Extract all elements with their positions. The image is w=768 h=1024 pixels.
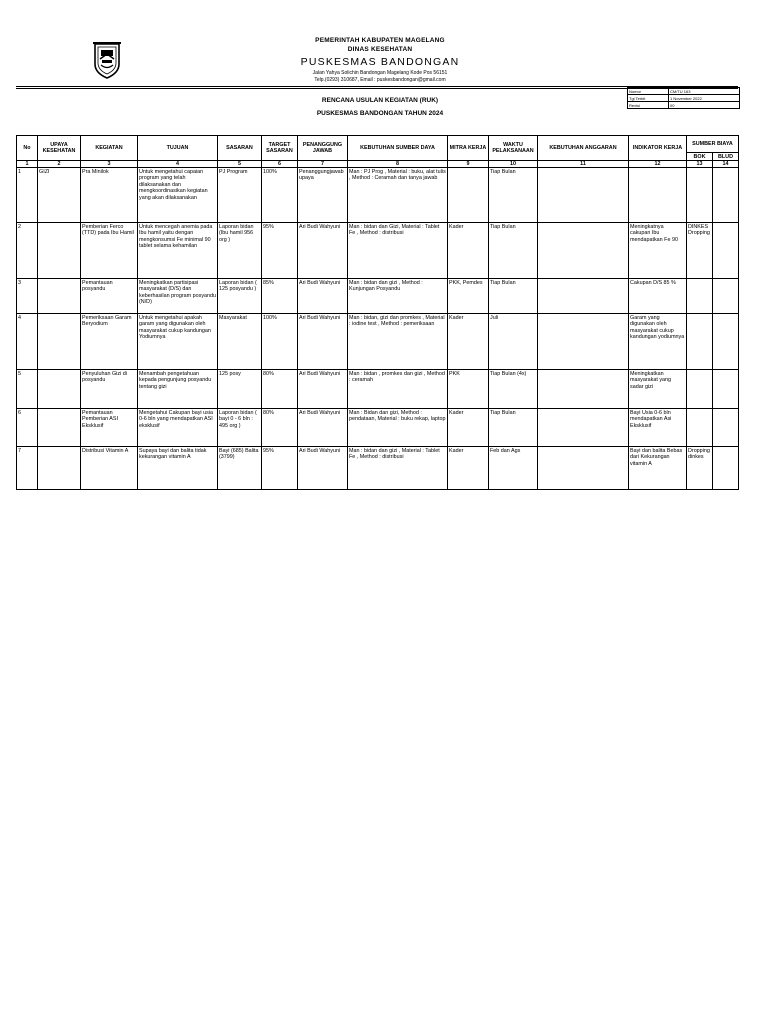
cell-upaya	[38, 409, 81, 447]
cell-target: 80%	[262, 370, 298, 409]
header-institution-name: PUSKESMAS BANDONGAN	[300, 56, 460, 68]
cell-indikator	[629, 168, 687, 223]
cell-blud	[713, 370, 739, 409]
cell-kebutuhan: Man : bidan dan gizi , Method : Kunjungan Posyandu	[348, 279, 448, 314]
cell-tujuan: Untuk mencegah anemia pada Ibu hamil yaitu dengan mengkonsumsi Fe minimal 90 tablet selama kehamilan	[138, 223, 218, 279]
cell-tujuan: Mengetahui Cakupan bayi usia 0-6 bln yang mendapatkan ASI eksklusif	[138, 409, 218, 447]
cell-mitra: PKK	[448, 370, 489, 409]
cell-bok: Dropping dinkes	[687, 447, 713, 490]
cell-kebutuhan: Man : bidan dan Gizi, Material : Tablet Fe , Method : distribusi	[348, 223, 448, 279]
cell-upaya	[38, 314, 81, 370]
cell-kegiatan: Pemantauan Pemberian ASI Eksklusif	[81, 409, 138, 447]
cell-target: 85%	[262, 279, 298, 314]
cell-mitra: Kader	[448, 447, 489, 490]
table-row	[17, 447, 739, 490]
cell-tujuan: Untuk mengetahui capaian program yang telah dilaksanakan dan mengkoordinasikan kegiatan yang akan dilaksanakan	[138, 168, 218, 223]
column-number: 5	[218, 161, 262, 168]
column-number: 7	[298, 161, 348, 168]
cell-anggaran	[538, 314, 629, 370]
cell-mitra: Kader	[448, 409, 489, 447]
table-row	[17, 279, 739, 314]
column-number: 1	[17, 161, 38, 168]
column-number-row	[17, 161, 739, 168]
doc-info-value: CM/TU 163	[669, 88, 740, 95]
cell-indikator: Bayi Usia 0-6 bln mendapatkan Asi Eksklusif	[629, 409, 687, 447]
cell-pj: Ari Budi Wahyuni	[298, 370, 348, 409]
cell-target: 100%	[262, 168, 298, 223]
cell-bok: DINKES Dropping	[687, 223, 713, 279]
col-header-bok: BOK	[687, 153, 713, 161]
col-header-no: No	[17, 136, 38, 161]
cell-anggaran	[538, 168, 629, 223]
doc-info-key: Nomor	[628, 88, 669, 95]
cell-upaya: GIZI	[38, 168, 81, 223]
cell-kegiatan: Pra Minilok	[81, 168, 138, 223]
col-header-pj: PENANGGUNG JAWAB	[298, 136, 348, 161]
cell-upaya	[38, 447, 81, 490]
cell-kebutuhan: Man : Bidan dan gizi, Method : pendataan, Material : buku rekap, laptop	[348, 409, 448, 447]
cell-indikator: Bayi dan balita Bebas dari Kekurangan vitamin A	[629, 447, 687, 490]
column-number: 8	[348, 161, 448, 168]
cell-waktu: Tiap Bulan	[489, 223, 538, 279]
cell-no: 4	[17, 314, 38, 370]
cell-tujuan: Supaya bayi dan balita tidak kekurangan vitamin A	[138, 447, 218, 490]
cell-indikator: Garam yang digunakan oleh masyarakat cukup kandungan yodiumnya	[629, 314, 687, 370]
cell-blud	[713, 409, 739, 447]
cell-sasaran: Masyarakat	[218, 314, 262, 370]
cell-kebutuhan: Man : bidan dan gizi , Material : Tablet Fe , Method : distribusi	[348, 447, 448, 490]
cell-blud	[713, 279, 739, 314]
table-row	[17, 370, 739, 409]
header-government-line: PEMERINTAH KABUPATEN MAGELANG	[315, 37, 445, 44]
cell-mitra: Kader	[448, 223, 489, 279]
cell-target: 80%	[262, 409, 298, 447]
cell-kegiatan: Pemberian Ferco (TTD) pada Ibu Hamil	[81, 223, 138, 279]
cell-indikator: Meningkatnya cakupan Ibu mendapatkan Fe 90	[629, 223, 687, 279]
col-header-kegiatan: KEGIATAN	[81, 136, 138, 161]
doc-info-row	[628, 95, 740, 102]
column-number: 12	[629, 161, 687, 168]
table-header-row	[17, 136, 739, 153]
doc-info-value: 1 November 2022	[669, 95, 740, 102]
document-title: RENCANA USULAN KEGIATAN (RUK)	[321, 97, 439, 104]
cell-mitra	[448, 168, 489, 223]
cell-indikator: Cakupan D/S 85 %	[629, 279, 687, 314]
cell-bok	[687, 314, 713, 370]
doc-info-key: Revisi	[628, 102, 669, 109]
column-number: 6	[262, 161, 298, 168]
column-number: 13	[687, 161, 713, 168]
column-number: 9	[448, 161, 489, 168]
cell-blud	[713, 168, 739, 223]
regency-emblem-logo	[92, 40, 122, 80]
cell-pj: Penanggungjawab upaya	[298, 168, 348, 223]
col-header-waktu: WAKTU PELAKSANAAN	[489, 136, 538, 161]
col-header-indikator: INDIKATOR KERJA	[629, 136, 687, 161]
header-address: Jalan Yahya Solichin Bandongan Magelang Kode Pos 56151	[312, 70, 448, 76]
col-header-target: TARGET SASARAN	[262, 136, 298, 161]
ruk-table	[16, 135, 739, 490]
column-number: 14	[713, 161, 739, 168]
col-header-tujuan: TUJUAN	[138, 136, 218, 161]
cell-tujuan: Meningkatkan partisipasi masyarakat (D/S) dan keberhasilan program posyandu (N/D)	[138, 279, 218, 314]
cell-sasaran: PJ Program	[218, 168, 262, 223]
column-number: 4	[138, 161, 218, 168]
cell-bok	[687, 168, 713, 223]
column-number: 11	[538, 161, 629, 168]
cell-no: 3	[17, 279, 38, 314]
cell-waktu: Tiap Bulan	[489, 409, 538, 447]
col-header-mitra: MITRA KERJA	[448, 136, 489, 161]
cell-sasaran: Bayi (685) Balita (3799)	[218, 447, 262, 490]
cell-pj: Ari Budi Wahyuni	[298, 279, 348, 314]
cell-blud	[713, 314, 739, 370]
table-row	[17, 168, 739, 223]
cell-pj: Ari Budi Wahyuni	[298, 314, 348, 370]
cell-tujuan: Menambah pengetahuan kepada pengunjung posyandu tentang gizi	[138, 370, 218, 409]
table-row	[17, 223, 739, 279]
cell-waktu: Tiap Bulan	[489, 279, 538, 314]
cell-no: 1	[17, 168, 38, 223]
col-header-blud: BLUD	[713, 153, 739, 161]
table-row	[17, 314, 739, 370]
doc-info-row	[628, 88, 740, 95]
document-info-box	[627, 87, 740, 109]
cell-target: 95%	[262, 447, 298, 490]
cell-anggaran	[538, 279, 629, 314]
col-header-upaya: UPAYA KESEHATAN	[38, 136, 81, 161]
cell-kebutuhan: Man : bidan, gizi dan promkes , Material : iodine test , Method : pemeriksaan	[348, 314, 448, 370]
cell-anggaran	[538, 370, 629, 409]
cell-blud	[713, 447, 739, 490]
cell-target: 95%	[262, 223, 298, 279]
header-department-line: DINAS KESEHATAN	[347, 46, 413, 53]
doc-info-key: Tgl Terbit	[628, 95, 669, 102]
cell-waktu: Feb dan Ags	[489, 447, 538, 490]
header-contact: Telp.(0293) 310687, Email : puskesbandongan@gmail.com	[314, 77, 446, 83]
cell-bok	[687, 409, 713, 447]
column-number: 2	[38, 161, 81, 168]
document-subtitle: PUSKESMAS BANDONGAN TAHUN 2024	[316, 110, 444, 117]
cell-sasaran: 125 posy	[218, 370, 262, 409]
col-header-anggaran: KEBUTUHAN ANGGARAN	[538, 136, 629, 161]
col-header-kebutuhan: KEBUTUHAN SUMBER DAYA	[348, 136, 448, 161]
table-row	[17, 409, 739, 447]
cell-kegiatan: Pemeriksaan Garam Beryodium	[81, 314, 138, 370]
cell-waktu: Tiap Bulan (4x)	[489, 370, 538, 409]
cell-anggaran	[538, 409, 629, 447]
cell-kebutuhan: Man : bidan , promkes dan gizi , Method : ceramah	[348, 370, 448, 409]
cell-no: 7	[17, 447, 38, 490]
col-header-sumber-biaya: SUMBER BIAYA	[687, 136, 739, 153]
cell-anggaran	[538, 223, 629, 279]
cell-bok	[687, 370, 713, 409]
cell-upaya	[38, 370, 81, 409]
cell-waktu: Juli	[489, 314, 538, 370]
cell-no: 2	[17, 223, 38, 279]
cell-no: 5	[17, 370, 38, 409]
col-header-sasaran: SASARAN	[218, 136, 262, 161]
cell-waktu: Tiap Bulan	[489, 168, 538, 223]
doc-info-value: 00	[669, 102, 740, 109]
cell-mitra: Kader	[448, 314, 489, 370]
cell-anggaran	[538, 447, 629, 490]
cell-kegiatan: Distribusi Vitamin A	[81, 447, 138, 490]
cell-no: 6	[17, 409, 38, 447]
cell-kegiatan: Pemantauan posyandu	[81, 279, 138, 314]
column-number: 3	[81, 161, 138, 168]
cell-tujuan: Untuk mengetahui apakah garam yang digunakan oleh masyarakat cukup kandungan Yodiumnya	[138, 314, 218, 370]
cell-kebutuhan: Man : PJ Prog , Material : buku, alat tulis , Method : Ceramah dan tanya jawab	[348, 168, 448, 223]
cell-sasaran: Laporan bidan ( 125 posyandu )	[218, 279, 262, 314]
cell-pj: Ari Budi Wahyuni	[298, 409, 348, 447]
cell-sasaran: Laporan bidan ( bayi 0 - 6 bln : 495 org )	[218, 409, 262, 447]
cell-blud	[713, 223, 739, 279]
doc-info-row	[628, 102, 740, 109]
cell-pj: Ari Budi Wahyuni	[298, 223, 348, 279]
cell-kegiatan: Penyuluhan Gizi di posyandu	[81, 370, 138, 409]
cell-upaya	[38, 223, 81, 279]
cell-bok	[687, 279, 713, 314]
cell-sasaran: Laporan bidan (Ibu hamil 956 org )	[218, 223, 262, 279]
cell-upaya	[38, 279, 81, 314]
column-number: 10	[489, 161, 538, 168]
cell-target: 100%	[262, 314, 298, 370]
cell-mitra: PKK, Pemdes	[448, 279, 489, 314]
cell-pj: Ari Budi Wahyuni	[298, 447, 348, 490]
cell-indikator: Meningkatkan masyarakat yang sadar gizi	[629, 370, 687, 409]
